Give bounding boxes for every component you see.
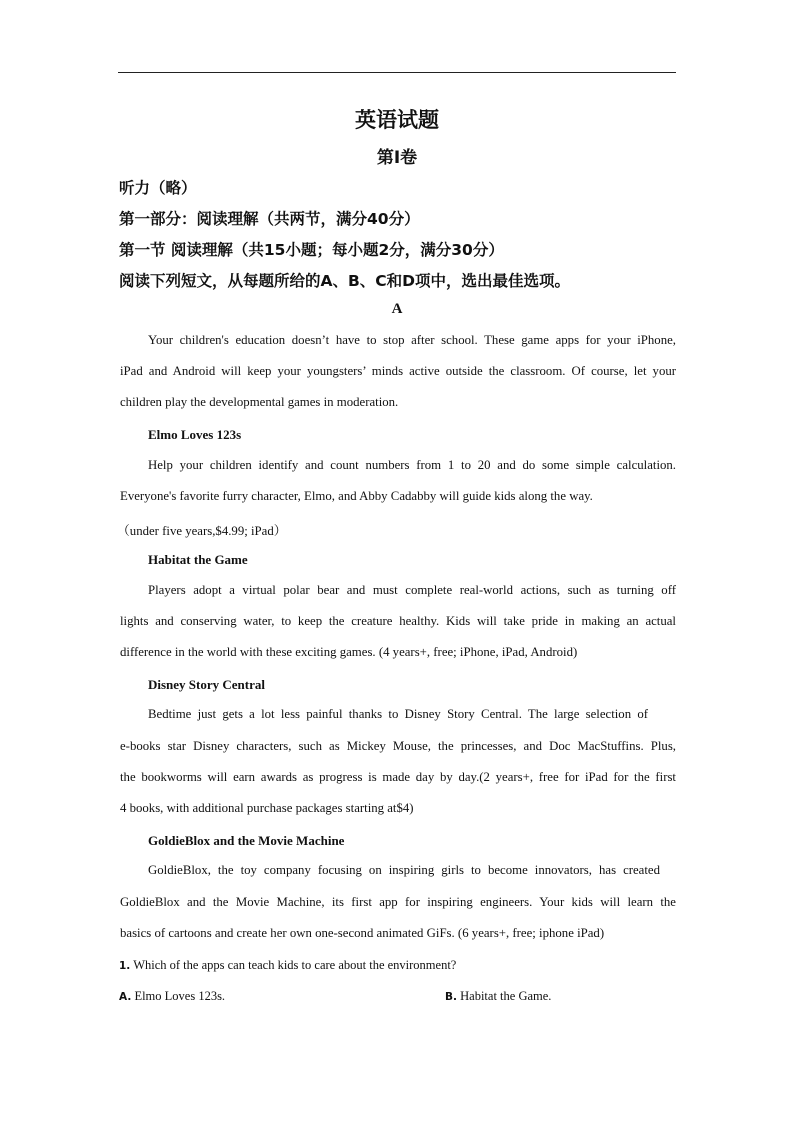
app-description-line: the bookworms will earn awards as progress is made day by day.(2 years+, free for iPad for the first bbox=[120, 770, 676, 784]
app-title: Elmo Loves 123s bbox=[148, 427, 242, 442]
intro-line: children play the developmental games in moderation. bbox=[120, 395, 399, 409]
option-a bbox=[119, 989, 225, 1004]
question-1 bbox=[119, 958, 456, 973]
passage-label: A bbox=[391, 301, 403, 317]
app-description-line: Bedtime just gets a lot less painful thanks to Disney Story Central. The large selection of bbox=[148, 707, 648, 721]
option-text: Habitat the Game. bbox=[460, 989, 552, 1003]
app-description-line: 4 books, with additional purchase packages starting at$4) bbox=[120, 801, 414, 815]
app-description-line: Players adopt a virtual polar bear and must complete real-world actions, such as turning off bbox=[148, 583, 676, 597]
app-description-line: difference in the world with these exciting games. (4 years+, free; iPhone, iPad, Android) bbox=[120, 645, 578, 659]
app-description-line: basics of cartoons and create her own one-second animated GiFs. (6 years+, free; iphone iPad) bbox=[120, 926, 605, 940]
app-description-line: e-books star Disney characters, such as Mickey Mouse, the princesses, and Doc MacStuffins. Plus, bbox=[120, 739, 676, 753]
section1-heading: 第一节 阅读理解（共15小题；每小题2分，满分30分） bbox=[119, 241, 504, 259]
option-text: Elmo Loves 123s. bbox=[134, 989, 226, 1003]
app-description-line: GoldieBlox, the toy company focusing on inspiring girls to become innovators, has created bbox=[148, 863, 660, 877]
part1-heading: 第一部分：阅读理解（共两节，满分40分） bbox=[119, 210, 420, 228]
header-rule bbox=[118, 72, 676, 73]
intro-line: iPad and Android will keep your youngsters’ minds active outside the classroom. Of course, let your bbox=[120, 364, 676, 378]
question-number: 1. bbox=[119, 960, 131, 972]
option-b bbox=[445, 989, 551, 1004]
option-letter: A. bbox=[119, 991, 132, 1003]
app-description-line: Everyone's favorite furry character, Elmo, and Abby Cadabby will guide kids along the way. bbox=[120, 489, 593, 503]
page-title: 英语试题 bbox=[355, 108, 439, 132]
app-title: Habitat the Game bbox=[148, 552, 248, 567]
app-title: GoldieBlox and the Movie Machine bbox=[148, 833, 345, 848]
volume-label: 第I卷 bbox=[376, 148, 418, 168]
intro-line: Your children's education doesn’t have to stop after school. These game apps for your iPhone, bbox=[148, 333, 676, 347]
app-description-line: lights and conserving water, to keep the creature healthy. Kids will take pride in making an actual bbox=[120, 614, 676, 628]
app-description-line: Help your children identify and count numbers from 1 to 20 and do some simple calculation. bbox=[148, 458, 676, 472]
question-text: Which of the apps can teach kids to care about the environment? bbox=[133, 958, 457, 972]
instruction-text: 阅读下列短文，从每题所给的A、B、C和D项中，选出最佳选项。 bbox=[119, 272, 571, 290]
app-description-line: GoldieBlox and the Movie Machine, its first app for inspiring engineers. Your kids will learn the bbox=[120, 895, 676, 909]
option-letter: B. bbox=[445, 991, 457, 1003]
app-description-line: （under five years,$4.99; iPad） bbox=[117, 524, 287, 538]
app-title: Disney Story Central bbox=[148, 677, 265, 692]
listening-heading: 听力（略） bbox=[119, 179, 197, 197]
